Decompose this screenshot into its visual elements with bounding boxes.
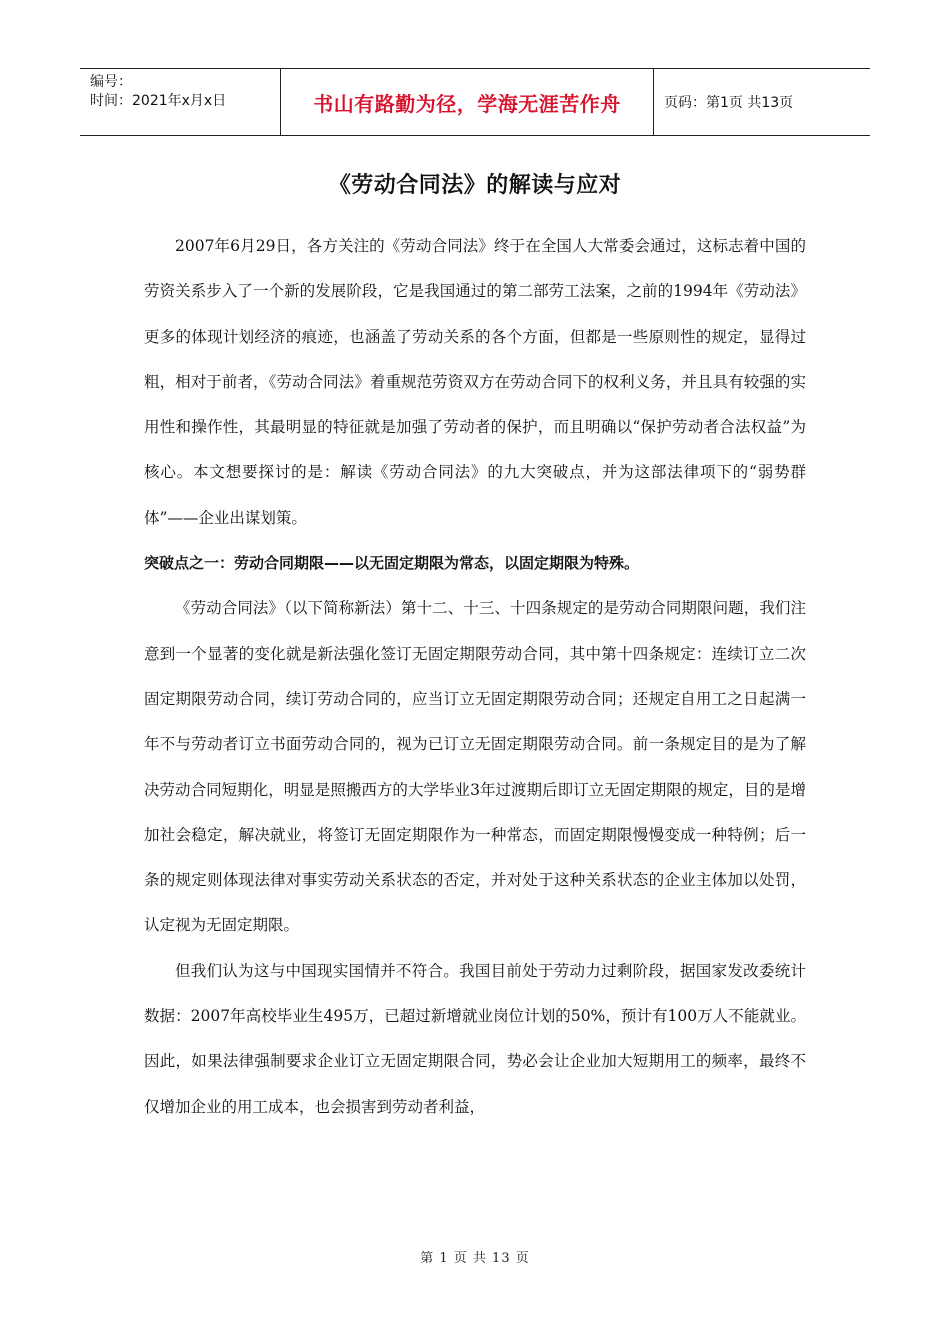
- date-label: 时间：2021年x月x日: [90, 93, 227, 109]
- header-page-cell: [654, 69, 870, 135]
- number-label: 编号：: [90, 74, 132, 90]
- document-header: [80, 68, 870, 136]
- page-info: 页码：第1页 共13页: [664, 95, 794, 111]
- motto-text: 书山有路勤为径，学海无涯苦作舟: [313, 91, 621, 116]
- document-body: [144, 224, 806, 1130]
- document-title: 《劳动合同法》的解读与应对: [328, 173, 622, 198]
- intro-paragraph: 2007年6月29日，各方关注的《劳动合同法》终于在全国人大常委会通过，这标志着中国的劳资关系步入了一个新的发展阶段，它是我国通过的第二部劳工法案，之前的1994年《劳动法》更多的体现计划经济的痕迹，也涵盖了劳动关系的各个方面，但都是一些原则性的规定，显得过粗，相对于前者，《劳动合同法》着重规范劳资双方在劳动合同下的权利义务，并且具有较强的实用性和操作性，其最明显的特征就是加强了劳动者的保护，而且明确以“保护劳动者合法权益”为核心。本文想要探讨的是：解读《劳动合同法》的九大突破点，并为这部法律项下的“弱势群体”——企业出谋划策。: [144, 237, 806, 527]
- header-motto-cell: [281, 69, 654, 135]
- section-paragraph-1: 《劳动合同法》（以下简称新法）第十二、十三、十四条规定的是劳动合同期限问题，我们注意到一个显著的变化就是新法强化签订无固定期限劳动合同，其中第十四条规定：连续订立二次固定期限劳动合同，续订劳动合同的，应当订立无固定期限劳动合同；还规定自用工之日起满一年不与劳动者订立书面劳动合同的，视为已订立无固定期限劳动合同。前一条规定目的是为了解决劳动合同短期化，明显是照搬西方的大学毕业3年过渡期后即订立无固定期限的规定，目的是增加社会稳定，解决就业，将签订无固定期限作为一种常态，而固定期限慢慢变成一种特例；后一条的规定则体现法律对事实劳动关系状态的否定，并对处于这种关系状态的企业主体加以处罚，认定视为无固定期限。: [144, 599, 806, 935]
- page-footer: 第 1 页 共 13 页: [420, 1251, 530, 1266]
- section-heading: 突破点之一：劳动合同期限——以无固定期限为常态，以固定期限为特殊。: [144, 554, 640, 573]
- section-paragraph-2: 但我们认为这与中国现实国情并不符合。我国目前处于劳动力过剩阶段，据国家发改委统计数据：2007年高校毕业生495万，已超过新增就业岗位计划的50%，预计有100万人不能就业。因此，如果法律强制要求企业订立无固定期限合同，势必会让企业加大短期用工的频率，最终不仅增加企业的用工成本，也会损害到劳动者利益，: [144, 961, 806, 1116]
- header-info-cell: [80, 69, 281, 135]
